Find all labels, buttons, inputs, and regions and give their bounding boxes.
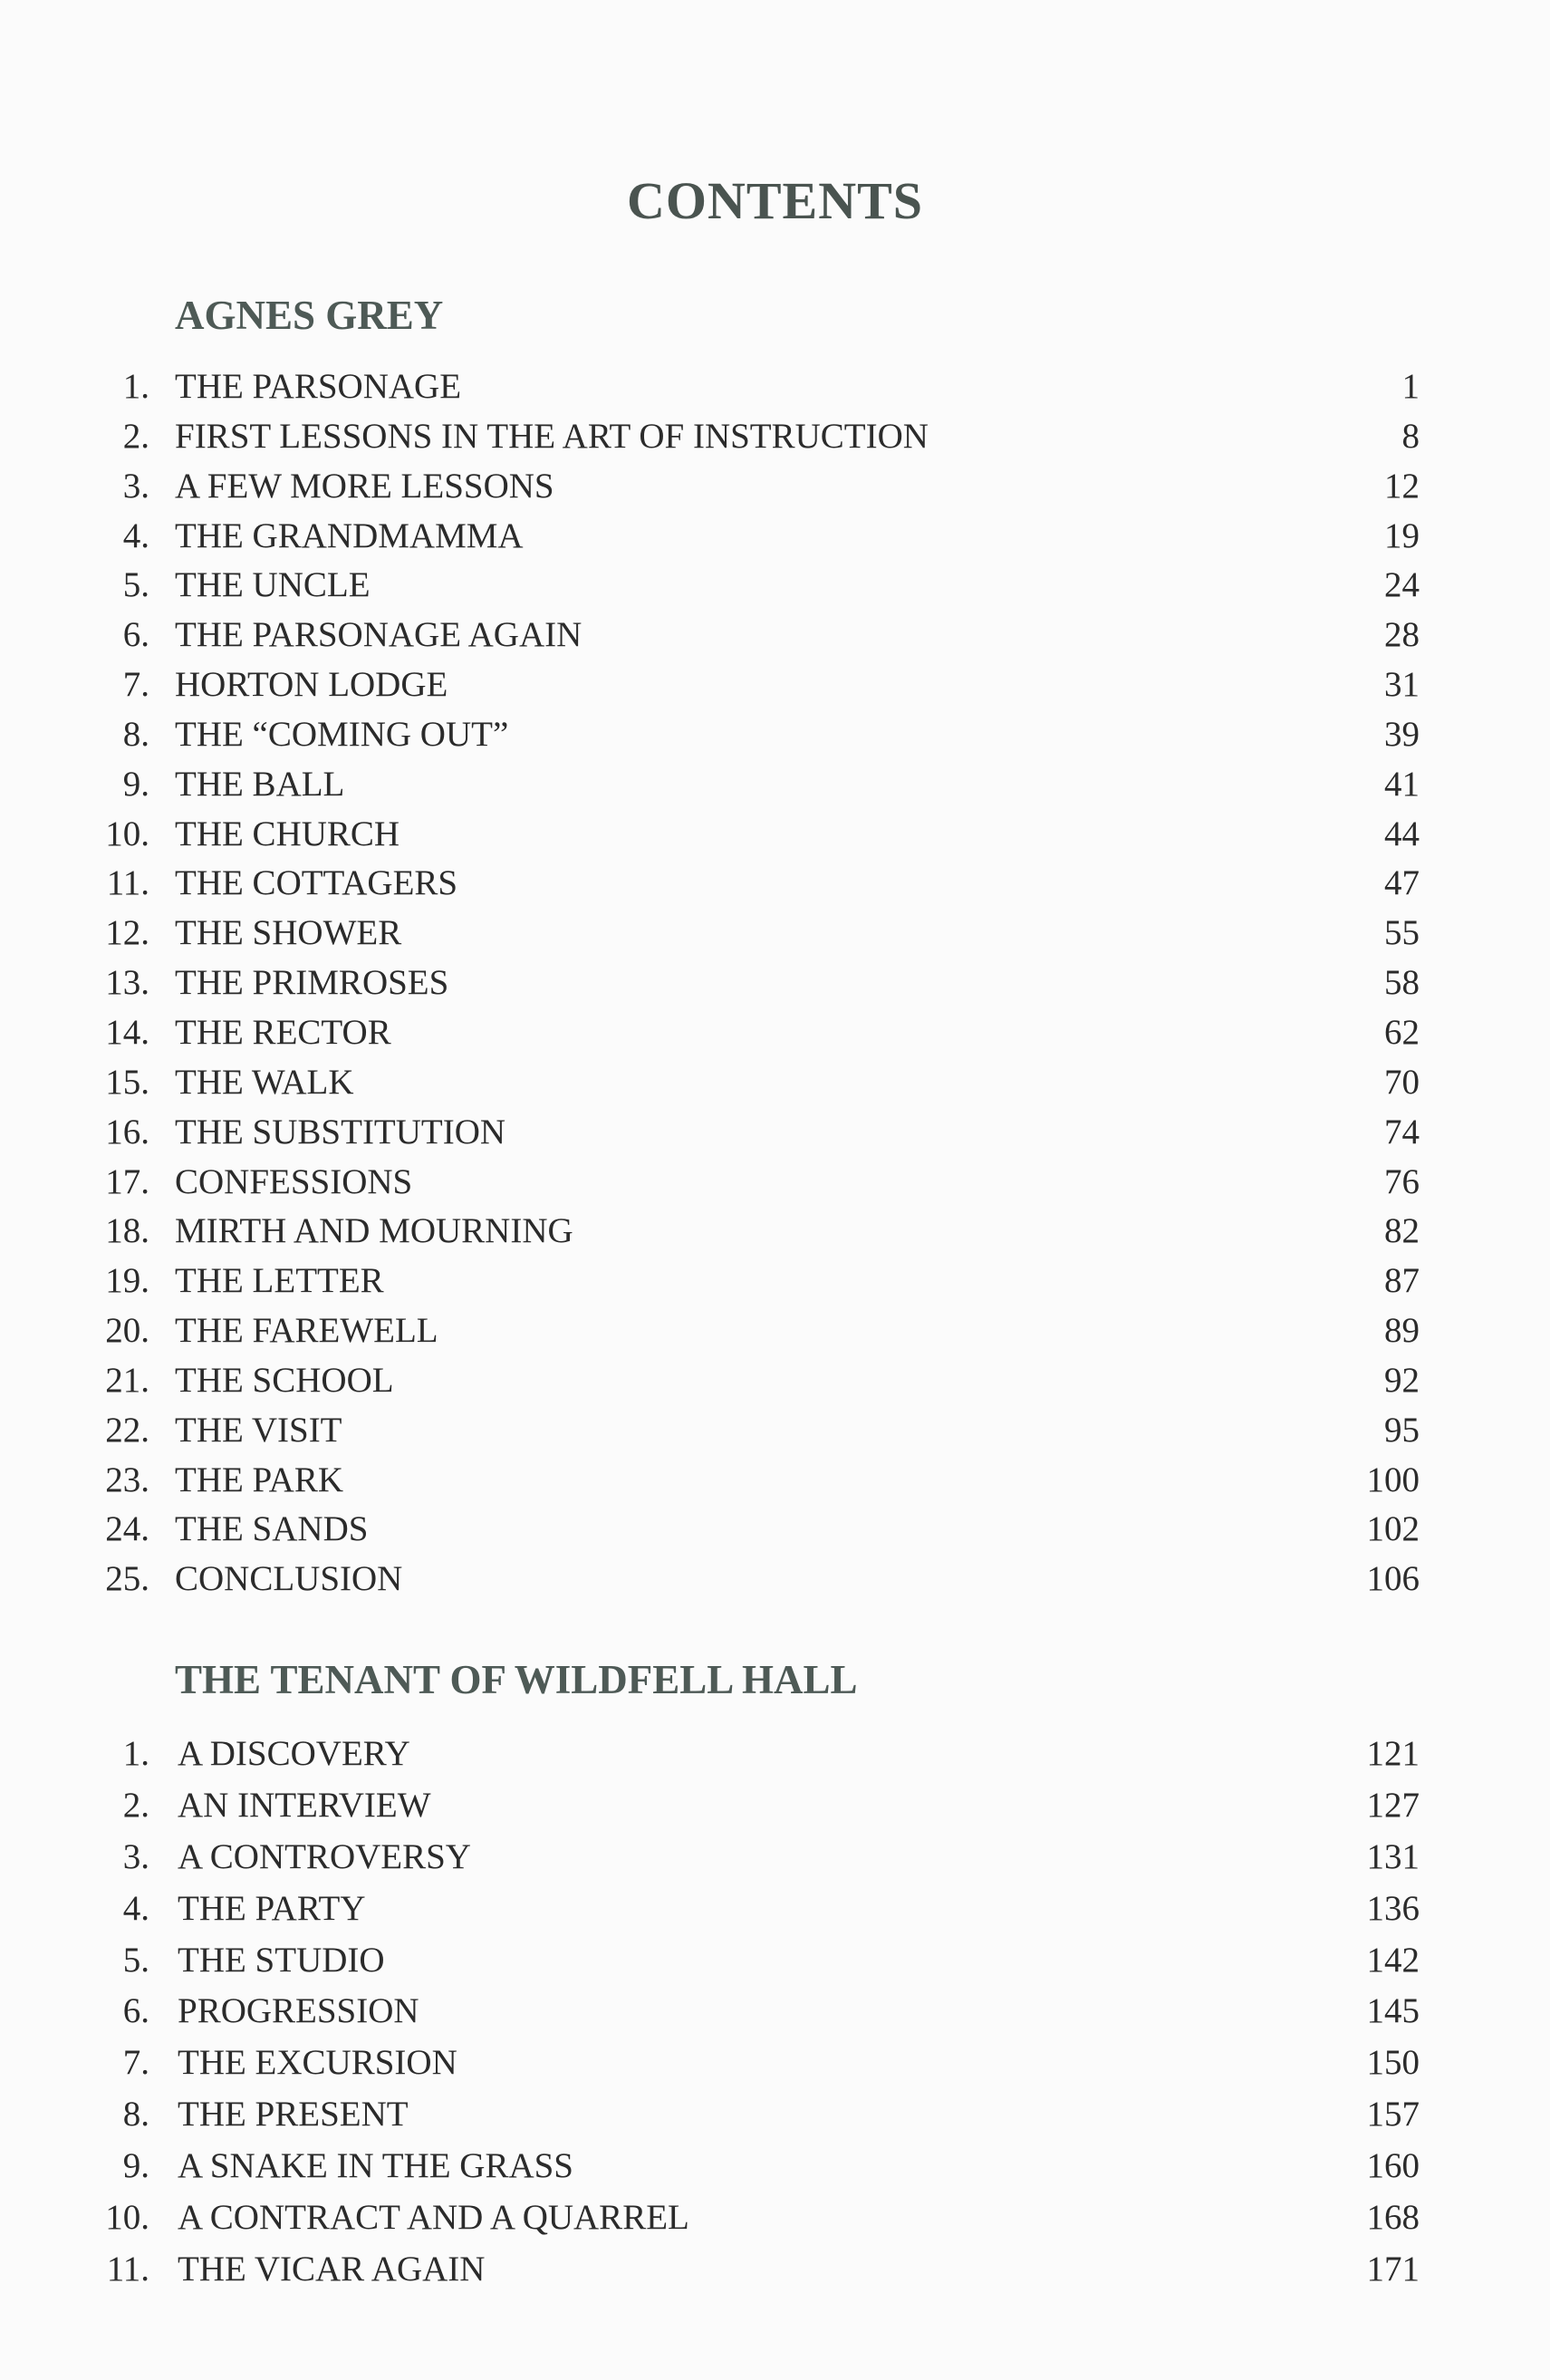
chapter-number: 2.	[122, 416, 149, 456]
toc-entry	[0, 2141, 1550, 2192]
page-number: 74	[1384, 1112, 1420, 1151]
chapter-title: THE SANDS	[175, 1509, 369, 1549]
page-number: 95	[1384, 1410, 1420, 1450]
page-number: 76	[1384, 1161, 1420, 1201]
toc-entry	[0, 1306, 1550, 1356]
chapter-title: THE BALL	[175, 764, 345, 804]
page-number: 92	[1384, 1360, 1420, 1400]
toc-entry	[0, 1008, 1550, 1058]
chapter-title: CONCLUSION	[175, 1559, 403, 1599]
page-number: 106	[1366, 1559, 1420, 1599]
chapter-number: 6.	[122, 1991, 149, 2031]
toc-entry	[0, 1108, 1550, 1158]
page-number: 100	[1366, 1460, 1420, 1499]
chapter-number: 11.	[106, 863, 149, 903]
toc-entry	[0, 1832, 1550, 1884]
page-number: 12	[1384, 466, 1420, 506]
chapter-title: A CONTROVERSY	[178, 1836, 471, 1876]
toc-entry	[0, 412, 1550, 462]
page-number: 89	[1384, 1311, 1420, 1351]
chapter-title: THE RECTOR	[175, 1012, 391, 1052]
chapter-title: THE LETTER	[175, 1261, 384, 1301]
chapter-number: 14.	[105, 1012, 149, 1052]
toc-entry	[0, 2192, 1550, 2244]
chapter-title: THE PARK	[175, 1460, 344, 1499]
toc-entry	[0, 1456, 1550, 1506]
page-number: 127	[1366, 1785, 1420, 1825]
page-number: 24	[1384, 565, 1420, 605]
toc-entry	[0, 710, 1550, 760]
chapter-title: THE PARSONAGE	[175, 367, 462, 406]
chapter-title: THE “COMING OUT”	[175, 714, 509, 754]
chapter-title: THE PARTY	[178, 1888, 366, 1928]
page-number: 157	[1366, 2095, 1420, 2134]
page-number: 31	[1384, 665, 1420, 705]
toc-entry	[0, 1207, 1550, 1257]
section-heading-agnes-grey: AGNES GREY	[175, 293, 444, 338]
page-number: 168	[1366, 2198, 1420, 2238]
toc-entry	[0, 1780, 1550, 1832]
page-number: 70	[1384, 1062, 1420, 1102]
chapter-title: THE STUDIO	[178, 1940, 385, 1980]
chapter-number: 8.	[122, 714, 149, 754]
page-number: 160	[1366, 2146, 1420, 2186]
chapter-number: 10.	[105, 2198, 149, 2238]
chapter-title: THE SCHOOL	[175, 1360, 394, 1400]
page-number: 142	[1366, 1940, 1420, 1980]
page-number: 1	[1401, 367, 1420, 406]
page-number: 145	[1366, 1991, 1420, 2031]
toc-entry	[0, 1884, 1550, 1935]
toc-entry	[0, 2244, 1550, 2296]
toc-list-tenant	[0, 1729, 1550, 2296]
toc-entry	[0, 1935, 1550, 1987]
chapter-title: THE VICAR AGAIN	[178, 2249, 486, 2288]
toc-entry	[0, 810, 1550, 860]
toc-entry	[0, 1058, 1550, 1108]
chapter-number: 5.	[122, 565, 149, 605]
chapter-number: 21.	[105, 1360, 149, 1400]
toc-entry	[0, 462, 1550, 512]
page-title: CONTENTS	[626, 171, 924, 230]
page-number: 62	[1384, 1012, 1420, 1052]
chapter-number: 11.	[106, 2249, 149, 2288]
chapter-title: THE PRIMROSES	[175, 963, 449, 1003]
page-number: 102	[1366, 1509, 1420, 1549]
page-number: 87	[1384, 1261, 1420, 1301]
chapter-number: 3.	[122, 466, 149, 506]
chapter-number: 4.	[122, 1888, 149, 1928]
chapter-number: 3.	[122, 1836, 149, 1876]
section-heading-tenant: THE TENANT OF WILDFELL HALL	[175, 1657, 858, 1702]
chapter-number: 6.	[122, 615, 149, 655]
toc-entry	[0, 512, 1550, 562]
chapter-number: 9.	[122, 764, 149, 804]
toc-entry	[0, 859, 1550, 909]
toc-entry	[0, 2038, 1550, 2089]
toc-entry	[0, 1257, 1550, 1306]
chapter-title: THE EXCURSION	[178, 2043, 457, 2083]
toc-entry	[0, 1986, 1550, 2038]
chapter-title: THE PRESENT	[178, 2095, 409, 2134]
page-number: 121	[1366, 1734, 1420, 1773]
chapter-number: 18.	[105, 1211, 149, 1251]
chapter-number: 13.	[105, 963, 149, 1003]
chapter-title: A FEW MORE LESSONS	[175, 466, 554, 506]
page-number: 82	[1384, 1211, 1420, 1251]
toc-entry	[0, 1356, 1550, 1406]
chapter-title: THE COTTAGERS	[175, 863, 458, 903]
chapter-title: MIRTH AND MOURNING	[175, 1211, 573, 1251]
chapter-number: 25.	[105, 1559, 149, 1599]
page-number: 28	[1384, 615, 1420, 655]
chapter-title: THE VISIT	[175, 1410, 342, 1450]
page-number: 47	[1384, 863, 1420, 903]
chapter-number: 8.	[122, 2095, 149, 2134]
chapter-number: 7.	[122, 2043, 149, 2083]
toc-entry	[0, 1505, 1550, 1555]
chapter-number: 24.	[105, 1509, 149, 1549]
page-number: 41	[1384, 764, 1420, 804]
toc-entry	[0, 362, 1550, 412]
chapter-title: A CONTRACT AND A QUARREL	[178, 2198, 689, 2238]
chapter-number: 15.	[105, 1062, 149, 1102]
page-number: 8	[1401, 416, 1420, 456]
toc-entry	[0, 2089, 1550, 2141]
toc-entry	[0, 760, 1550, 810]
toc-list-agnes-grey	[0, 362, 1550, 1604]
toc-entry	[0, 611, 1550, 660]
chapter-number: 10.	[105, 814, 149, 853]
chapter-title: THE CHURCH	[175, 814, 400, 853]
page-number: 55	[1384, 913, 1420, 953]
chapter-number: 2.	[122, 1785, 149, 1825]
chapter-number: 12.	[105, 913, 149, 953]
page-number: 44	[1384, 814, 1420, 853]
page-number: 39	[1384, 714, 1420, 754]
page-number: 150	[1366, 2043, 1420, 2083]
page-number: 58	[1384, 963, 1420, 1003]
toc-entry	[0, 561, 1550, 611]
toc-entry	[0, 1406, 1550, 1456]
chapter-number: 19.	[105, 1261, 149, 1301]
chapter-number: 7.	[122, 665, 149, 705]
chapter-title: THE SHOWER	[175, 913, 402, 953]
chapter-title: A DISCOVERY	[178, 1734, 410, 1773]
chapter-number: 9.	[122, 2146, 149, 2186]
chapter-number: 17.	[105, 1161, 149, 1201]
chapter-title: THE WALK	[175, 1062, 354, 1102]
toc-entry	[0, 1158, 1550, 1208]
chapter-number: 20.	[105, 1311, 149, 1351]
page-number: 19	[1384, 516, 1420, 555]
chapter-title: CONFESSIONS	[175, 1161, 413, 1201]
toc-entry	[0, 1555, 1550, 1604]
chapter-title: A SNAKE IN THE GRASS	[178, 2146, 573, 2186]
page-number: 131	[1366, 1836, 1420, 1876]
chapter-number: 1.	[122, 1734, 149, 1773]
toc-entry	[0, 660, 1550, 710]
chapter-title: PROGRESSION	[178, 1991, 419, 2031]
chapter-title: THE UNCLE	[175, 565, 371, 605]
chapter-number: 4.	[122, 516, 149, 555]
toc-entry	[0, 1729, 1550, 1780]
toc-entry	[0, 909, 1550, 959]
chapter-number: 1.	[122, 367, 149, 406]
page-number: 171	[1366, 2249, 1420, 2288]
page-number: 136	[1366, 1888, 1420, 1928]
chapter-number: 16.	[105, 1112, 149, 1151]
chapter-title: AN INTERVIEW	[178, 1785, 431, 1825]
chapter-title: THE GRANDMAMMA	[175, 516, 524, 555]
chapter-title: FIRST LESSONS IN THE ART OF INSTRUCTION	[175, 416, 929, 456]
chapter-title: THE SUBSTITUTION	[175, 1112, 506, 1151]
chapter-title: HORTON LODGE	[175, 665, 448, 705]
chapter-number: 22.	[105, 1410, 149, 1450]
chapter-title: THE PARSONAGE AGAIN	[175, 615, 582, 655]
toc-entry	[0, 959, 1550, 1008]
chapter-number: 23.	[105, 1460, 149, 1499]
chapter-title: THE FAREWELL	[175, 1311, 438, 1351]
chapter-number: 5.	[122, 1940, 149, 1980]
